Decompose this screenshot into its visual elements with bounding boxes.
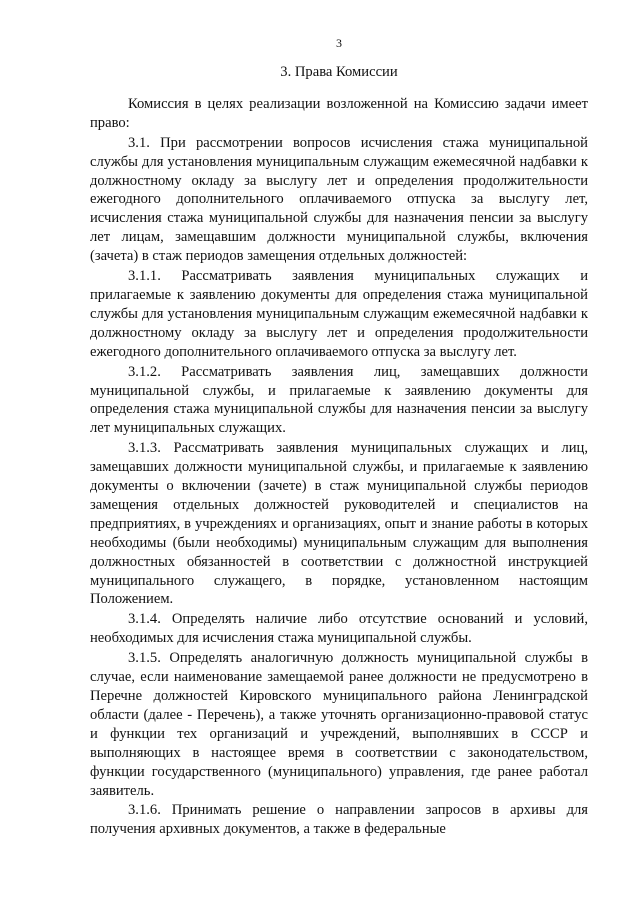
paragraph-intro: Комиссия в целях реализации возложенной на Комиссию задачи имеет право: bbox=[90, 95, 588, 131]
paragraph-3-1-1: 3.1.1. Рассматривать заявления муниципальных служащих и прилагаемые к заявлению документы для определения стажа муниципальной службы для установления муниципальным служащим ежемесячной надбавки к должностному окладу за выслугу лет и определения продолжительности ежегодного дополнительного оплачиваемого отпуска за выслугу лет. bbox=[90, 268, 588, 360]
paragraph-3-1: 3.1. При рассмотрении вопросов исчисления стажа муниципальной службы для установления муниципальным служащим ежемесячной надбавки к должностному окладу за выслугу лет и определения продолжительности ежегодного дополнительного оплачиваемого отпуска за выслугу лет, исчисления стажа муниципальной службы для назначения пенсии за выслугу лет лицам, замещавшим должности муниципальной службы, включения (зачета) в стаж периодов замещения отдельных должностей: bbox=[90, 134, 588, 265]
page-number: 3 bbox=[336, 36, 342, 50]
paragraph-3-1-3: 3.1.3. Рассматривать заявления муниципальных служащих и лиц, замещавших должности муниципальной службы, и прилагаемые к заявлению документы о включении (зачете) в стаж муниципальной службы периодов замещения отдельных должностей руководителей и специалистов на предприятиях, в учреждениях и организациях, опыт и знание работы в которых необходимы (были необходимы) муниципальным служащим для выполнения должностных обязанностей в соответствии с должностной инструкцией муниципального служащего, в порядке, установленном настоящим Положением. bbox=[90, 440, 588, 608]
paragraph-3-1-4: 3.1.4. Определять наличие либо отсутствие оснований и условий, необходимых для исчисления стажа муниципальной службы. bbox=[90, 611, 588, 647]
paragraph-3-1-5: 3.1.5. Определять аналогичную должность муниципальной службы в случае, если наименование замещаемой ранее должности не предусмотрено в Перечне должностей Кировского муниципального района Ленинградской области (далее - Перечень), а также уточнять организационно-правовой статус и функции тех организаций и учреждений, выполнявших в СССР и выполняющих в настоящее время в соответствии с законодательством, функции государственного (муниципального) управления, где ранее работал заявитель. bbox=[90, 650, 588, 799]
paragraph-3-1-6: 3.1.6. Принимать решение о направлении запросов в архивы для получения архивных документов, а также в федеральные bbox=[90, 802, 588, 838]
section-heading: 3. Права Комиссии bbox=[280, 64, 398, 80]
paragraph-3-1-2: 3.1.2. Рассматривать заявления лиц, замещавших должности муниципальной службы, и прилагаемые к заявлению документы для определения стажа муниципальной службы для назначения пенсии за выслугу лет муниципальных служащих. bbox=[90, 363, 588, 437]
